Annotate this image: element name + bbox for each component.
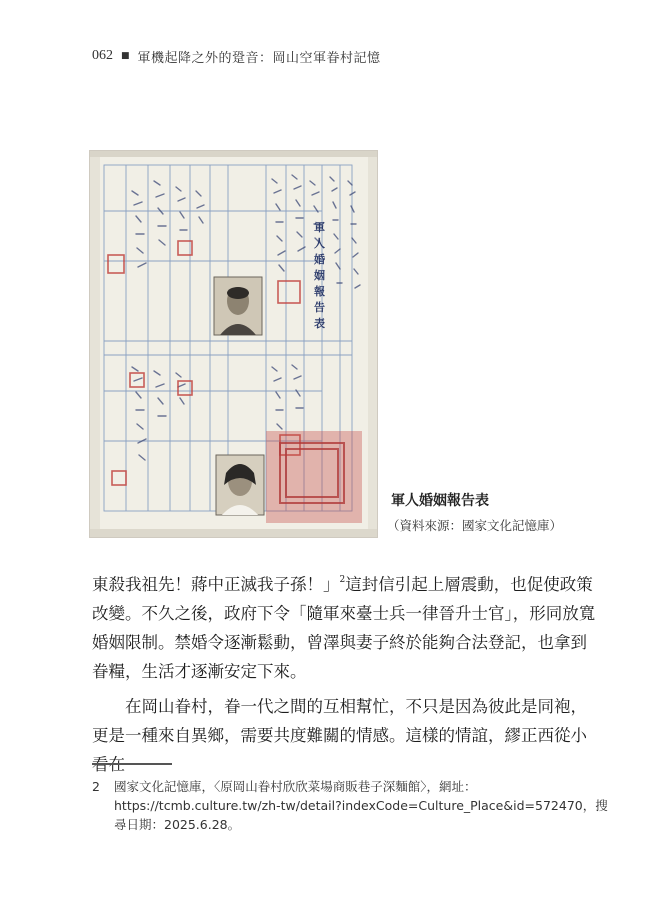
- body-text: [92, 570, 602, 779]
- page-number: 062: [92, 48, 113, 63]
- svg-text:軍: 軍: [314, 221, 325, 234]
- paragraph-1-start: 東殺我祖先！蔣中正滅我子孫！」: [92, 575, 340, 594]
- svg-text:人: 人: [314, 237, 325, 250]
- svg-text:報: 報: [314, 285, 325, 298]
- footnote-number: 2: [92, 779, 100, 794]
- marriage-report-photo: [89, 150, 378, 538]
- svg-text:姻: 姻: [314, 269, 325, 282]
- footnote-divider: [92, 763, 172, 765]
- footnote-text: 國家文化記憶庫，〈原岡山眷村欣欣菜場商販巷子深麵館〉，網址：https://tcmb.culture.tw/zh-tw/detail?indexCode=Culture_Place&id=572470，搜尋日期：2025.6.28。: [114, 779, 608, 832]
- marriage-report-document-image: [90, 151, 377, 537]
- svg-text:告: 告: [314, 301, 325, 314]
- paragraph-1: [92, 570, 602, 686]
- footnote-reference[interactable]: 2: [339, 575, 346, 585]
- figure-caption-source: （資料來源：國家文化記憶庫）: [387, 518, 563, 533]
- figure-caption-title: 軍人婚姻報告表: [391, 493, 489, 509]
- svg-text:婚: 婚: [314, 253, 325, 266]
- book-title: 軍機起降之外的跫音：岡山空軍眷村記憶: [137, 50, 381, 66]
- paragraph-1-rest: 這封信引起上層震動，也促使政策改變。不久之後，政府下令「隨軍來臺士兵一律晉升士官」，形同放寬婚姻限制。禁婚令逐漸鬆動，曾澤與妻子終於能夠合法登記，也拿到眷糧，生活才逐漸安定下來。: [92, 575, 596, 681]
- paragraph-2: 在岡山眷村，眷一代之間的互相幫忙，不只是因為彼此是同袍，更是一種來自異鄉，需要共度難關的情感。這樣的情誼，繆正西從小: [92, 697, 587, 745]
- header-bullet: ■: [121, 51, 130, 61]
- footnote: [92, 777, 612, 834]
- svg-text:表: 表: [314, 317, 325, 330]
- running-header: [92, 46, 603, 66]
